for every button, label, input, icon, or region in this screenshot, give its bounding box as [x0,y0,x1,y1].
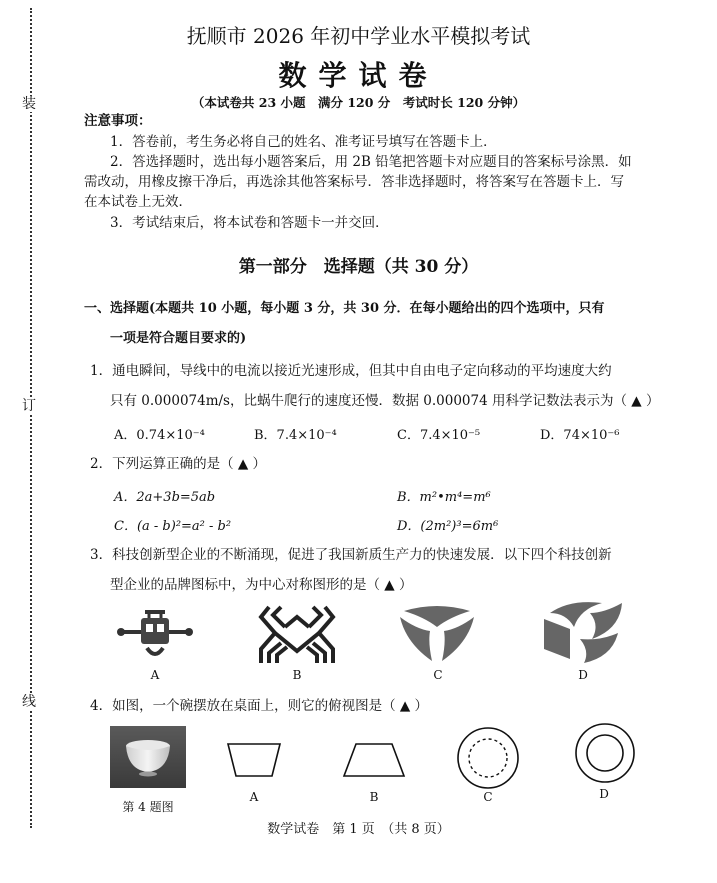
q3-logo-d-swirl [540,599,624,665]
notes-item-2-cont: 需改动，用橡皮擦干净后，再选涂其他答案标号．答非选择题时，将答案写在答题卡上．写 [84,174,624,190]
page-footer: 数学试卷 第 1 页 （共 8 页） [267,822,450,837]
q4-option-b-shape [342,740,406,780]
q2-option-d: D．(2m²)³=6m⁶ [397,519,499,534]
notes-item-2-end: 在本试卷上无效． [84,194,192,210]
q2-option-a: A．2a+3b=5ab [114,490,216,505]
exam-title: 抚顺市 2026 年初中学业水平模拟考试 [186,24,531,48]
q1-option-a: A．0.74×10⁻⁴ [114,428,205,443]
q4-option-a-label: A [249,790,259,804]
section-instruction-1: 一、选择题(本题共 10 小题，每小题 3 分，共 30 分．在每小题给出的四个选项中，只有 [84,301,605,316]
binding-char-ding: 订 [22,398,36,414]
q4-option-d-shape [574,722,636,784]
q4-option-a-shape [226,740,282,780]
notes-heading: 注意事项： [84,113,152,129]
q1-option-d: D．74×10⁻⁶ [540,428,620,443]
q4-option-b-label: B [369,790,379,804]
q4-figure-caption: 第 4 题图 [122,800,174,814]
q1-stem-line1: 1．通电瞬间，导线中的电流以接近光速形成，但其中自由电子定向移动的平均速度大约 [90,363,612,379]
q3-option-b-label: B [292,668,302,682]
q3-option-a-label: A [150,668,160,682]
q2-stem: 2．下列运算正确的是（ ▲ ） [90,456,267,472]
q3-stem-line2: 型企业的品牌图标中，为中心对称图形的是（ ▲ ） [110,577,413,593]
notes-item-1: 1．答卷前，考生务必将自己的姓名、准考证号填写在答题卡上． [110,134,497,150]
q3-option-d-label: D [578,668,588,682]
q3-logo-b-crab [255,603,339,667]
q4-option-c-label: C [483,790,493,804]
notes-item-2: 2．答选择题时，选出每小题答案后，用 2B 铅笔把答题卡对应题目的答案标号涂黑．如 [110,154,632,170]
subject-title: 数学试卷 [278,59,439,92]
q3-stem-line1: 3．科技创新型企业的不断涌现，促进了我国新质生产力的快速发展．以下四个科技创新 [90,547,612,563]
q1-option-b: B．7.4×10⁻⁴ [254,428,337,443]
binding-char-xian: 线 [22,694,36,710]
q3-option-c-label: C [433,668,443,682]
q2-option-b: B．m²•m⁴=m⁶ [397,490,491,505]
exam-info: （本试卷共 23 小题 满分 120 分 考试时长 120 分钟） [191,95,526,110]
q4-option-c-shape [456,726,520,790]
notes-item-3: 3．考试结束后，将本试卷和答题卡一并交回． [110,215,389,231]
q3-logo-a-robot [115,606,195,666]
section-title: 第一部分 选择题（共 30 分） [238,257,479,277]
q1-option-c: C．7.4×10⁻⁵ [397,428,481,443]
q1-stem-line2: 只有 0.000074m/s，比蜗牛爬行的速度还慢．数据 0.000074 用科学记数法表示为（ ▲ ） [110,393,660,409]
q3-logo-c-blades [398,603,476,665]
q4-stem: 4．如图，一个碗摆放在桌面上，则它的俯视图是（ ▲ ） [90,698,429,714]
q4-option-d-label: D [599,787,609,801]
q4-bowl-photo [110,726,186,788]
binding-char-zhuang: 装 [22,96,36,112]
section-instruction-2: 一项是符合题目要求的) [110,331,247,346]
q2-option-c: C．(a - b)²=a² - b² [114,519,232,534]
